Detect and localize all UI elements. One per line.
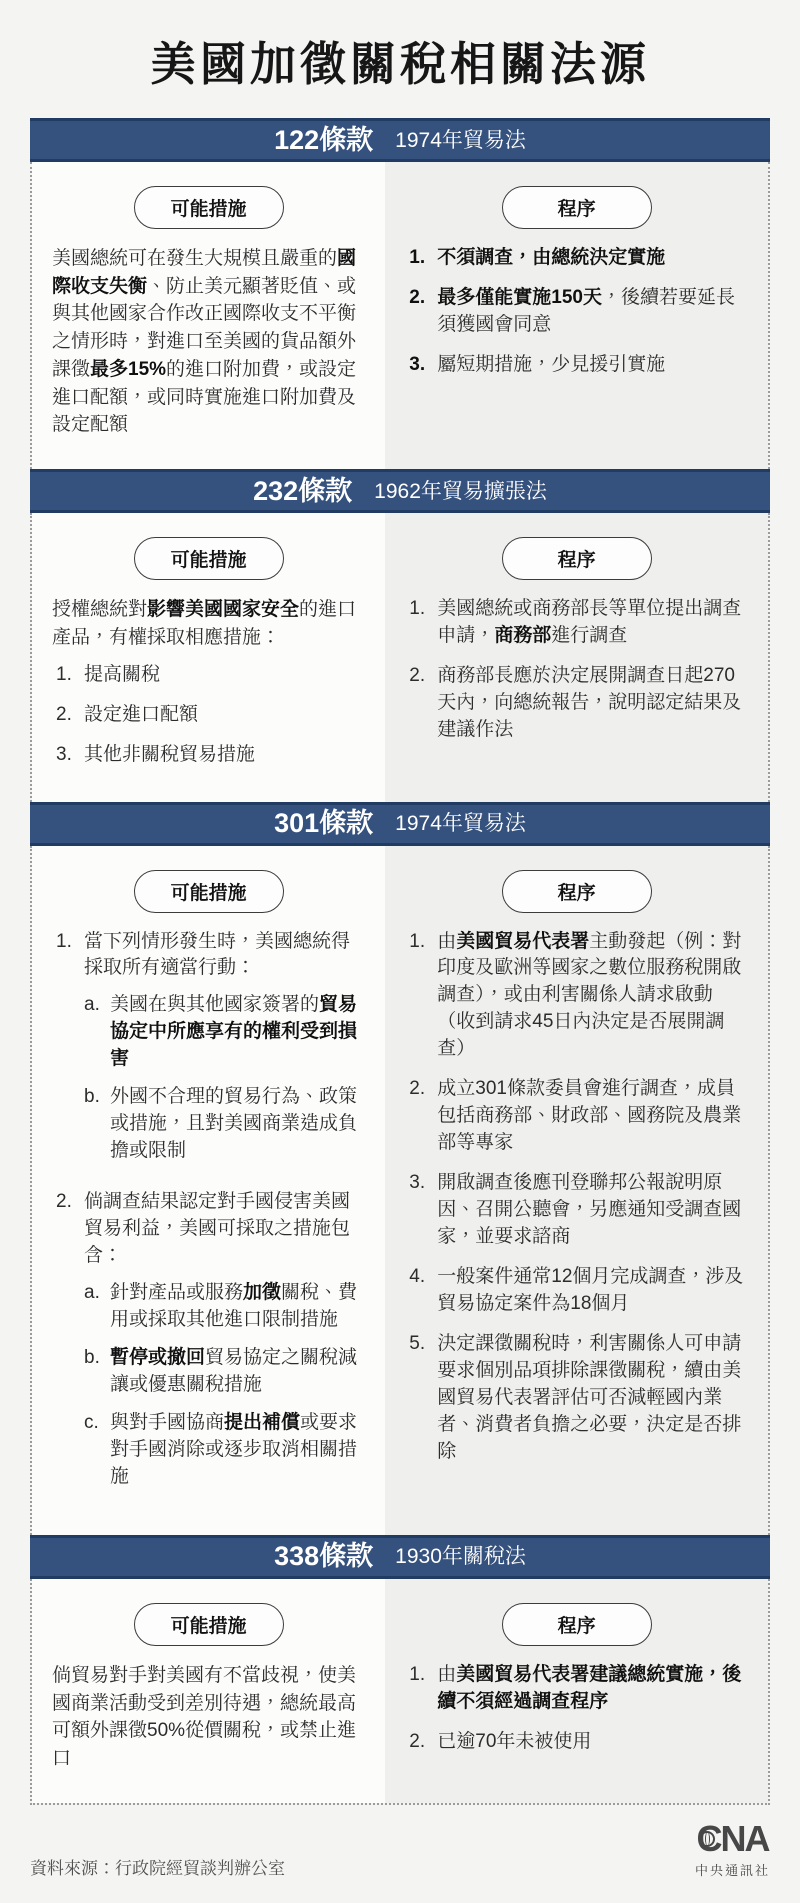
text: 美國總統可在發生大規模且嚴重的: [52, 248, 338, 269]
item-text: [437, 352, 748, 379]
text: 的進口附加費，或設定進口配額，或同時實施進口附加費及設定配額: [52, 358, 357, 436]
item-marker: 1.: [56, 663, 72, 685]
item-text: [437, 1662, 748, 1716]
section-header: [30, 469, 770, 513]
bold-text: 貿易協定中所應享有的權利受到損害: [110, 994, 358, 1070]
bold-text: 美國貿易代表署建議總統實施，後續不須經過調查程序: [437, 1663, 742, 1712]
item-marker: b.: [84, 1347, 100, 1369]
item-marker: 2.: [409, 286, 426, 308]
measures-column: [32, 846, 385, 1535]
item-marker: 2.: [56, 703, 72, 725]
item-marker: 5.: [409, 1333, 426, 1355]
text: ，後續若要延長須獲國會同意: [437, 286, 735, 335]
text: 針對產品或服務: [110, 1282, 244, 1304]
item-text: [437, 663, 748, 744]
sub-list: [84, 1280, 365, 1491]
item-text: [110, 1410, 365, 1491]
text: 成立301條款委員會進行調查，成員包括商務部、財政部、國務院及農業部等專家: [437, 1078, 742, 1154]
list-item: [56, 1189, 365, 1502]
text: 的進口產品，有權採取相應措施：: [52, 599, 357, 648]
list-item: [56, 702, 365, 729]
bold-text: 商務部: [494, 625, 552, 647]
text: 屬短期措施，少見援引實施: [437, 353, 666, 375]
section-law-name: 1930年關稅法: [395, 1545, 526, 1569]
procedure-column: [385, 162, 768, 469]
section-body: [30, 846, 770, 1535]
law-section-3: [30, 802, 770, 1535]
item-list: [405, 1662, 748, 1756]
text: 由: [437, 1663, 457, 1685]
section-body: [30, 1579, 770, 1805]
section-number: 301條款: [274, 808, 374, 839]
procedure-pill: 程序: [502, 870, 652, 913]
item-marker: 1.: [409, 598, 426, 620]
bold-text: 美國貿易代表署: [456, 930, 590, 952]
section-header: [30, 802, 770, 846]
section-number: 122條款: [274, 124, 374, 155]
item-marker: 1.: [409, 930, 426, 952]
cna-abbr: CNA: [696, 1817, 769, 1859]
cna-logo: [694, 1817, 770, 1879]
list-item: [56, 662, 365, 689]
item-marker: 1.: [409, 247, 426, 268]
item-marker: a.: [84, 994, 100, 1016]
item-list: [52, 929, 365, 1502]
text: 決定課徵關稅時，利害關係人可申請要求個別品項排除課徵關稅，續由美國貿易代表署評估可否減輕國內業者、消費者負擔之必要，決定是否排除: [437, 1333, 742, 1462]
item-marker: 2.: [409, 1078, 426, 1100]
text: 其他非關稅貿易措施: [84, 743, 256, 765]
item-marker: 3.: [409, 353, 426, 375]
text: 由: [437, 930, 457, 952]
item-text: [110, 992, 365, 1073]
measures-pill: 可能措施: [134, 870, 284, 913]
text: 外國不合理的貿易行為、政策或措施，且對美國商業造成負擔或限制: [110, 1086, 358, 1162]
law-section-2: [30, 469, 770, 801]
list-item: [409, 596, 748, 650]
list-item: [409, 1331, 748, 1466]
bold-text: 加徵: [243, 1282, 282, 1304]
list-item: [409, 929, 748, 1064]
list-item: [409, 663, 748, 744]
list-item: [409, 1076, 748, 1157]
page-title: 美國加徵關稅相關法源: [150, 38, 650, 90]
measures-column: [32, 513, 385, 801]
item-text: [437, 245, 748, 272]
list-item: [409, 285, 748, 339]
item-marker: 3.: [409, 1172, 426, 1194]
law-section-1: [30, 118, 770, 469]
section-header: [30, 1535, 770, 1579]
item-marker: b.: [84, 1086, 100, 1108]
item-marker: 2.: [409, 1730, 426, 1752]
item-text: [84, 742, 365, 769]
text: 貿易協定之關稅減讓或優惠關稅措施: [110, 1347, 358, 1396]
measures-pill: 可能措施: [134, 1603, 284, 1646]
text: 一般案件通常12個月完成調查，涉及貿易協定案件為18個月: [437, 1266, 744, 1315]
item-text: [437, 596, 748, 650]
list-item: [409, 352, 748, 379]
list-item: [84, 1345, 365, 1399]
text: 進行調查: [551, 625, 628, 647]
law-section-4: [30, 1535, 770, 1805]
list-item: [409, 1662, 748, 1716]
procedure-column: [385, 513, 768, 801]
text: 美國總統或商務部長等單位提出調查申請，: [437, 598, 742, 647]
item-text: [110, 1280, 365, 1334]
item-marker: a.: [84, 1282, 100, 1304]
item-marker: 2.: [409, 665, 426, 687]
procedure-column: [385, 846, 768, 1535]
text: 授權總統對: [52, 599, 148, 621]
item-text: [437, 1170, 748, 1251]
measures-column: [32, 1579, 385, 1803]
bold-text: 提出補償: [224, 1412, 301, 1434]
item-text: [437, 285, 748, 339]
list-item: [409, 1170, 748, 1251]
sub-list: [84, 992, 365, 1165]
item-marker: 1.: [409, 1663, 426, 1685]
text: 開啟調查後應刊登聯邦公報說明原因、召開公聽會，另應通知受調查國家，並要求諮商: [437, 1172, 742, 1248]
list-item: [84, 992, 365, 1073]
item-marker: 1.: [56, 930, 72, 952]
bold-text: 最多僅能實施150天: [437, 286, 602, 308]
data-source-text: 資料來源：行政院經貿談判辦公室: [30, 1858, 285, 1878]
item-text: [437, 1264, 748, 1318]
procedure-pill: 程序: [502, 537, 652, 580]
item-list: [405, 596, 748, 744]
list-item: [409, 1729, 748, 1756]
text: 與對手國協商: [110, 1412, 225, 1434]
item-text: [84, 1189, 365, 1502]
item-text: [437, 1729, 748, 1756]
section-number: 338條款: [274, 1541, 374, 1572]
procedure-pill: 程序: [502, 1603, 652, 1646]
item-text: [110, 1084, 365, 1165]
section-header: [30, 118, 770, 162]
section-body: [30, 162, 770, 469]
section-law-name: 1962年貿易擴張法: [374, 479, 547, 503]
section-number: 232條款: [253, 475, 353, 506]
procedure-pill: 程序: [502, 186, 652, 229]
text: 、防止美元顯著貶值、或與其他國家合作改正國際收支不平衡之情形時，對進口至美國的貨品額外課徵: [52, 275, 357, 380]
text: 提高關稅: [84, 663, 161, 685]
measures-intro: [52, 596, 365, 651]
bold-text: 不須調查，由總統決定實施: [437, 247, 666, 268]
item-marker: c.: [84, 1412, 99, 1434]
list-item: [409, 1264, 748, 1318]
text: 倘調查結果認定對手國侵害美國貿易利益，美國可採取之措施包含：: [84, 1191, 351, 1267]
list-item: [84, 1084, 365, 1165]
bold-text: 影響美國國家安全: [147, 599, 300, 621]
measures-intro: [52, 1662, 365, 1773]
text: 當下列情形發生時，美國總統得採取所有適當行動：: [84, 930, 351, 979]
text: 美國在與其他國家簽署的: [110, 994, 320, 1016]
item-marker: 4.: [409, 1266, 426, 1288]
text: 倘貿易對手對美國有不當歧視，使美國商業活動受到差別待遇，總統最高可額外課徵50%從價關稅，或禁止進口: [52, 1664, 357, 1770]
item-text: [84, 929, 365, 1177]
bold-text: 國際收支失衡: [52, 248, 357, 297]
item-marker: 2.: [56, 1191, 72, 1213]
text: 關稅、費用或採取其他進口限制措施: [110, 1282, 358, 1331]
item-text: [437, 1331, 748, 1466]
item-text: [84, 662, 365, 689]
item-text: [110, 1345, 365, 1399]
list-item: [56, 929, 365, 1177]
item-list: [405, 929, 748, 1466]
bold-text: 最多15%: [90, 358, 167, 380]
procedure-column: [385, 1579, 768, 1803]
item-text: [437, 929, 748, 1064]
item-list: [52, 662, 365, 769]
measures-pill: 可能措施: [134, 186, 284, 229]
section-body: [30, 513, 770, 801]
text: 設定進口配額: [84, 703, 199, 725]
text: 商務部長應於決定展開調查日起270天內，向總統報告，說明認定結果及建議作法: [437, 665, 742, 741]
footer: [0, 1805, 800, 1903]
section-law-name: 1974年貿易法: [395, 128, 526, 152]
item-list: [405, 245, 748, 379]
cna-logo-name: 中央通訊社: [694, 1862, 770, 1878]
measures-pill: 可能措施: [134, 537, 284, 580]
list-item: [84, 1410, 365, 1491]
list-item: [409, 245, 748, 272]
item-text: [437, 1076, 748, 1157]
text: 或要求對手國消除或逐步取消相關措施: [110, 1412, 358, 1487]
measures-intro: [52, 245, 365, 439]
sections-board: [30, 118, 770, 1805]
text: 已逾70年未被使用: [437, 1730, 592, 1752]
cna-logo-text: [696, 1817, 769, 1859]
text: 主動發起（例：對印度及歐洲等國家之數位服務稅開啟調查），或由利害關係人請求啟動（收到請求45日內決定是否展開調查）: [437, 930, 742, 1060]
section-law-name: 1974年貿易法: [395, 812, 526, 836]
item-text: [84, 702, 365, 729]
measures-column: [32, 162, 385, 469]
list-item: [56, 742, 365, 769]
item-marker: 3.: [56, 743, 72, 765]
bold-text: 暫停或撤回: [110, 1347, 206, 1369]
list-item: [84, 1280, 365, 1334]
